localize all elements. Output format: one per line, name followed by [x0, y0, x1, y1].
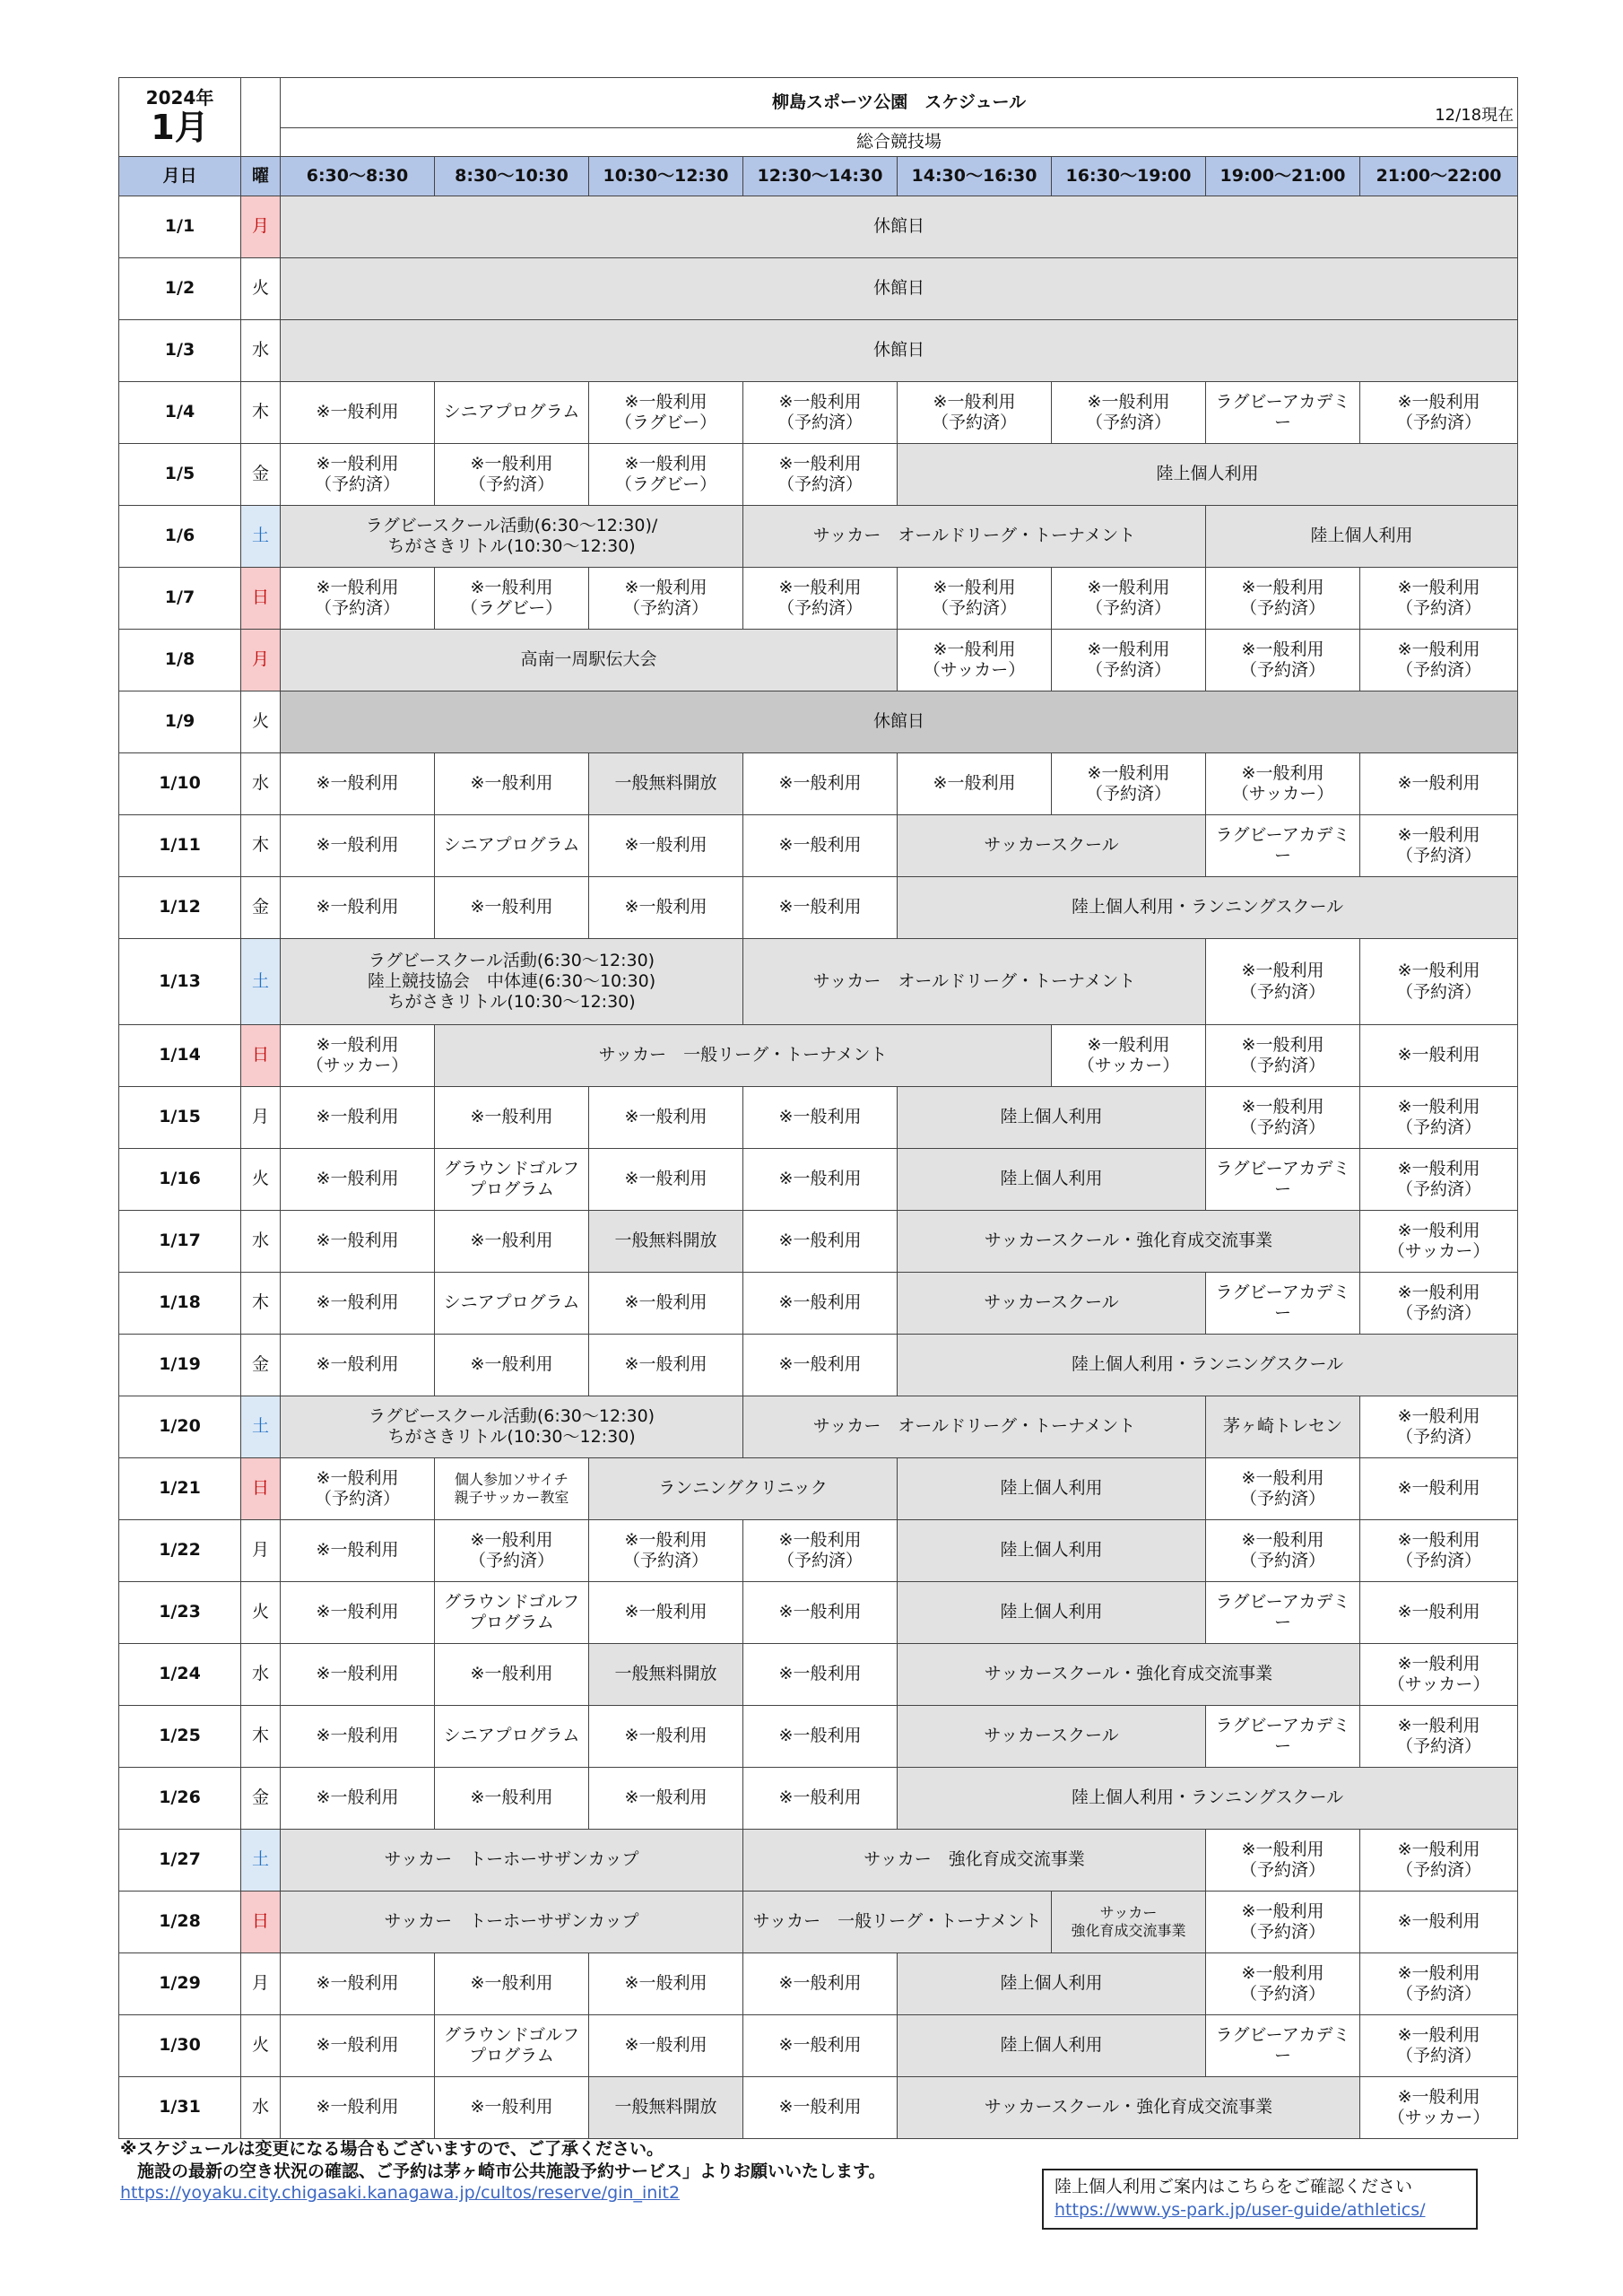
date-cell: 1/15	[119, 1087, 241, 1149]
date-cell: 1/29	[119, 1953, 241, 2015]
schedule-cell: ※一般利用 （予約済）	[435, 444, 589, 506]
schedule-row	[119, 1582, 1518, 1644]
date-cell: 1/4	[119, 382, 241, 444]
schedule-cell: ※一般利用	[1360, 1025, 1518, 1087]
schedule-cell: ※一般利用 （予約済）	[281, 444, 435, 506]
schedule-row	[119, 1768, 1518, 1830]
month-label: 1月	[151, 107, 209, 147]
schedule-cell: 陸上個人利用	[898, 1087, 1206, 1149]
schedule-cell: ※一般利用	[281, 1706, 435, 1768]
schedule-cell: ※一般利用	[743, 1706, 898, 1768]
schedule-cell: ※一般利用	[743, 877, 898, 939]
schedule-cell: サッカー オールドリーグ・トーナメント	[743, 1396, 1206, 1458]
schedule-cell: ※一般利用	[898, 753, 1052, 815]
schedule-cell: ※一般利用 （予約済）	[1360, 568, 1518, 630]
date-cell: 1/8	[119, 630, 241, 691]
schedule-cell: サッカースクール・強化育成交流事業	[898, 1211, 1360, 1273]
schedule-cell: ※一般利用	[281, 1087, 435, 1149]
schedule-cell: ※一般利用	[743, 1149, 898, 1211]
date-cell: 1/17	[119, 1211, 241, 1273]
schedule-cell: ※一般利用 （予約済）	[743, 444, 898, 506]
schedule-cell: ※一般利用 （予約済）	[1360, 630, 1518, 691]
schedule-cell: ※一般利用	[281, 1644, 435, 1706]
schedule-cell: ※一般利用 （予約済）	[743, 1520, 898, 1582]
schedule-cell: ※一般利用 （予約済）	[1360, 1520, 1518, 1582]
schedule-cell: サッカー オールドリーグ・トーナメント	[743, 506, 1206, 568]
schedule-cell: ※一般利用 （予約済）	[1206, 1953, 1360, 2015]
weekday-cell: 水	[241, 1211, 281, 1273]
schedule-cell: ※一般利用	[743, 1211, 898, 1273]
date-cell: 1/24	[119, 1644, 241, 1706]
schedule-cell: ※一般利用 （予約済）	[1052, 630, 1206, 691]
schedule-cell: シニアプログラム	[435, 1273, 589, 1335]
schedule-cell: サッカースクール	[898, 815, 1206, 877]
schedule-cell: サッカー オールドリーグ・トーナメント	[743, 939, 1206, 1025]
schedule-row	[119, 1892, 1518, 1953]
schedule-cell: ※一般利用 （予約済）	[1206, 630, 1360, 691]
schedule-cell: ※一般利用	[589, 1149, 743, 1211]
schedule-cell: グラウンドゴルフ プログラム	[435, 2015, 589, 2077]
date-cell: 1/19	[119, 1335, 241, 1396]
schedule-cell: ※一般利用 （予約済）	[1360, 1149, 1518, 1211]
schedule-cell: ※一般利用	[281, 877, 435, 939]
schedule-cell: ※一般利用	[281, 2077, 435, 2139]
weekday-cell: 日	[241, 568, 281, 630]
date-cell: 1/31	[119, 2077, 241, 2139]
column-header-dow: 曜	[241, 157, 281, 196]
schedule-cell: ※一般利用 （予約済）	[589, 1520, 743, 1582]
schedule-cell: ※一般利用 （予約済）	[1206, 1520, 1360, 1582]
title-cell	[281, 78, 1518, 128]
schedule-row	[119, 815, 1518, 877]
schedule-cell: ※一般利用	[435, 753, 589, 815]
athletics-info-box	[1042, 2169, 1478, 2230]
schedule-row	[119, 1211, 1518, 1273]
schedule-cell: ※一般利用 （予約済）	[1360, 1396, 1518, 1458]
schedule-cell: ※一般利用 （ラグビー）	[589, 382, 743, 444]
weekday-cell: 木	[241, 815, 281, 877]
schedule-cell: ※一般利用 （予約済）	[1360, 1953, 1518, 2015]
schedule-cell: ※一般利用 （ラグビー）	[589, 444, 743, 506]
schedule-cell: ラグビースクール活動(6:30～12:30)/ ちがさきリトル(10:30～12:30)	[281, 506, 743, 568]
schedule-cell: 陸上個人利用	[1206, 506, 1518, 568]
schedule-cell: ※一般利用	[589, 1335, 743, 1396]
schedule-cell: ※一般利用	[281, 382, 435, 444]
schedule-cell: ※一般利用 （予約済）	[1206, 939, 1360, 1025]
schedule-cell: 陸上個人利用・ランニングスクール	[898, 1335, 1518, 1396]
schedule-cell: 茅ヶ崎トレセン	[1206, 1396, 1360, 1458]
schedule-cell: ※一般利用	[743, 2077, 898, 2139]
schedule-row	[119, 1830, 1518, 1892]
schedule-cell: ※一般利用	[281, 1273, 435, 1335]
schedule-cell: 休館日	[281, 258, 1518, 320]
schedule-cell: ※一般利用 （予約済）	[1360, 1830, 1518, 1892]
schedule-cell: ※一般利用	[743, 1768, 898, 1830]
weekday-cell: 金	[241, 1768, 281, 1830]
schedule-cell: サッカー トーホーサザンカップ	[281, 1830, 743, 1892]
schedule-cell: ※一般利用	[589, 2015, 743, 2077]
header-spacer	[241, 78, 281, 157]
schedule-cell: ※一般利用	[281, 1582, 435, 1644]
column-header-date: 月日	[119, 157, 241, 196]
schedule-cell: ※一般利用	[1360, 1582, 1518, 1644]
schedule-row	[119, 258, 1518, 320]
schedule-cell: ※一般利用	[743, 1335, 898, 1396]
date-cell: 1/1	[119, 196, 241, 258]
weekday-cell: 木	[241, 382, 281, 444]
schedule-sheet	[118, 77, 1517, 2139]
schedule-cell: ※一般利用	[435, 1335, 589, 1396]
schedule-cell: ※一般利用	[743, 815, 898, 877]
weekday-cell: 水	[241, 320, 281, 382]
schedule-cell: ※一般利用 （サッカー）	[1360, 2077, 1518, 2139]
schedule-cell: ラグビーアカデミー	[1206, 1582, 1360, 1644]
schedule-row	[119, 1458, 1518, 1520]
reservation-note: 施設の最新の空き状況の確認、ご予約は茅ヶ崎市公共施設予約サービス」よりお願いいたします。	[120, 2161, 886, 2181]
date-cell: 1/11	[119, 815, 241, 877]
schedule-cell: 陸上個人利用	[898, 1520, 1206, 1582]
schedule-cell: ラグビーアカデミー	[1206, 1149, 1360, 1211]
schedule-row	[119, 1273, 1518, 1335]
weekday-cell: 火	[241, 1149, 281, 1211]
schedule-cell: ※一般利用 （サッカー）	[1360, 1644, 1518, 1706]
weekday-cell: 水	[241, 1644, 281, 1706]
schedule-cell: ※一般利用 （予約済）	[1206, 1830, 1360, 1892]
schedule-cell: サッカー 一般リーグ・トーナメント	[743, 1892, 1052, 1953]
schedule-cell: ※一般利用 （予約済）	[898, 382, 1052, 444]
schedule-cell: ※一般利用	[743, 1644, 898, 1706]
schedule-cell: 一般無料開放	[589, 2077, 743, 2139]
schedule-row	[119, 1335, 1518, 1396]
date-cell: 1/21	[119, 1458, 241, 1520]
schedule-cell: ※一般利用	[435, 1953, 589, 2015]
schedule-cell: ※一般利用 （予約済）	[1206, 1892, 1360, 1953]
weekday-cell: 月	[241, 1087, 281, 1149]
schedule-cell: ※一般利用	[589, 1273, 743, 1335]
date-cell: 1/6	[119, 506, 241, 568]
schedule-row	[119, 320, 1518, 382]
weekday-cell: 月	[241, 630, 281, 691]
schedule-cell: ※一般利用 （予約済）	[1206, 568, 1360, 630]
schedule-cell: ラグビーアカデミー	[1206, 1706, 1360, 1768]
schedule-cell: ※一般利用 （サッカー）	[281, 1025, 435, 1087]
column-header-row	[119, 157, 1518, 196]
schedule-cell: 個人参加ソサイチ 親子サッカー教室	[435, 1458, 589, 1520]
schedule-cell: 陸上個人利用	[898, 444, 1518, 506]
schedule-cell: ※一般利用	[435, 1768, 589, 1830]
schedule-cell: ※一般利用	[435, 2077, 589, 2139]
schedule-row	[119, 444, 1518, 506]
schedule-row	[119, 939, 1518, 1025]
schedule-cell: ※一般利用 （予約済）	[1360, 939, 1518, 1025]
schedule-cell: ※一般利用	[281, 753, 435, 815]
schedule-cell: ※一般利用 （予約済）	[1206, 1087, 1360, 1149]
schedule-row	[119, 1644, 1518, 1706]
schedule-cell: 陸上個人利用・ランニングスクール	[898, 877, 1518, 939]
schedule-row	[119, 2077, 1518, 2139]
date-cell: 1/22	[119, 1520, 241, 1582]
schedule-cell: サッカースクール	[898, 1706, 1206, 1768]
schedule-cell: ※一般利用 （ラグビー）	[435, 568, 589, 630]
schedule-row	[119, 196, 1518, 258]
schedule-cell: 休館日	[281, 196, 1518, 258]
schedule-row	[119, 382, 1518, 444]
schedule-row	[119, 1520, 1518, 1582]
schedule-cell: ※一般利用 （予約済）	[898, 568, 1052, 630]
schedule-cell: ※一般利用	[743, 1582, 898, 1644]
schedule-cell: ※一般利用	[435, 1087, 589, 1149]
date-cell: 1/30	[119, 2015, 241, 2077]
weekday-cell: 月	[241, 1953, 281, 2015]
column-header-slot: 19:00～21:00	[1206, 157, 1360, 196]
schedule-cell: シニアプログラム	[435, 1706, 589, 1768]
as-of-date: 12/18現在	[1435, 106, 1515, 126]
column-header-slot: 14:30～16:30	[898, 157, 1052, 196]
date-cell: 1/3	[119, 320, 241, 382]
schedule-cell: ※一般利用	[1360, 1458, 1518, 1520]
schedule-cell: ※一般利用	[435, 877, 589, 939]
athletics-info-text: 陸上個人利用ご案内はこちらをご確認ください	[1055, 2177, 1413, 2196]
schedule-cell: ※一般利用	[589, 1087, 743, 1149]
schedule-cell: ※一般利用	[281, 815, 435, 877]
weekday-cell: 木	[241, 1273, 281, 1335]
schedule-cell: ※一般利用	[435, 1644, 589, 1706]
date-cell: 1/14	[119, 1025, 241, 1087]
schedule-cell: 高南一周駅伝大会	[281, 630, 898, 691]
weekday-cell: 水	[241, 753, 281, 815]
schedule-cell: 一般無料開放	[589, 753, 743, 815]
column-header-slot: 16:30～19:00	[1052, 157, 1206, 196]
schedule-cell: シニアプログラム	[435, 815, 589, 877]
schedule-cell: ※一般利用 （予約済）	[1052, 382, 1206, 444]
schedule-row	[119, 1953, 1518, 2015]
weekday-cell: 火	[241, 691, 281, 753]
column-header-slot: 10:30～12:30	[589, 157, 743, 196]
year-label: 2024年	[145, 87, 214, 109]
schedule-cell: ※一般利用 （予約済）	[1360, 2015, 1518, 2077]
schedule-table	[118, 77, 1518, 2139]
schedule-cell: サッカースクール・強化育成交流事業	[898, 2077, 1360, 2139]
schedule-cell: サッカー 強化育成交流事業	[1052, 1892, 1206, 1953]
schedule-row	[119, 1396, 1518, 1458]
weekday-cell: 月	[241, 196, 281, 258]
schedule-cell: ※一般利用 （予約済）	[435, 1520, 589, 1582]
column-header-slot: 8:30～10:30	[435, 157, 589, 196]
schedule-cell: ※一般利用 （予約済）	[1052, 753, 1206, 815]
weekday-cell: 火	[241, 258, 281, 320]
column-header-slot: 12:30～14:30	[743, 157, 898, 196]
schedule-row	[119, 2015, 1518, 2077]
schedule-cell: シニアプログラム	[435, 382, 589, 444]
page-title: 柳島スポーツ公園 スケジュール	[772, 91, 1027, 112]
schedule-cell: ※一般利用	[589, 1706, 743, 1768]
date-cell: 1/20	[119, 1396, 241, 1458]
schedule-cell: サッカー 一般リーグ・トーナメント	[435, 1025, 1052, 1087]
schedule-cell: ※一般利用 （予約済）	[1206, 1025, 1360, 1087]
schedule-cell: ※一般利用	[589, 1768, 743, 1830]
schedule-cell: ※一般利用	[743, 753, 898, 815]
schedule-cell: ※一般利用 （サッカー）	[898, 630, 1052, 691]
date-cell: 1/9	[119, 691, 241, 753]
schedule-cell: 休館日	[281, 691, 1518, 753]
schedule-row	[119, 753, 1518, 815]
date-cell: 1/2	[119, 258, 241, 320]
schedule-cell: ラグビースクール活動(6:30～12:30) ちがさきリトル(10:30～12:30)	[281, 1396, 743, 1458]
schedule-cell: 陸上個人利用	[898, 1582, 1206, 1644]
schedule-cell: ※一般利用	[435, 1211, 589, 1273]
date-cell: 1/16	[119, 1149, 241, 1211]
weekday-cell: 日	[241, 1458, 281, 1520]
schedule-cell: ※一般利用	[589, 1953, 743, 2015]
schedule-cell: グラウンドゴルフ プログラム	[435, 1149, 589, 1211]
weekday-cell: 水	[241, 2077, 281, 2139]
schedule-cell: ※一般利用	[281, 1149, 435, 1211]
weekday-cell: 火	[241, 2015, 281, 2077]
schedule-cell: ラグビースクール活動(6:30～12:30) 陸上競技協会 中体連(6:30～10:30) ちがさきリトル(10:30～12:30)	[281, 939, 743, 1025]
weekday-cell: 月	[241, 1520, 281, 1582]
schedule-cell: 陸上個人利用	[898, 1953, 1206, 2015]
schedule-cell: ※一般利用	[743, 2015, 898, 2077]
schedule-cell: ※一般利用 （サッカー）	[1052, 1025, 1206, 1087]
schedule-cell: 陸上個人利用	[898, 1458, 1206, 1520]
schedule-cell: サッカースクール・強化育成交流事業	[898, 1644, 1360, 1706]
schedule-cell: ランニングクリニック	[589, 1458, 898, 1520]
schedule-row	[119, 1706, 1518, 1768]
column-header-slot: 21:00～22:00	[1360, 157, 1518, 196]
column-header-slot: 6:30～8:30	[281, 157, 435, 196]
schedule-row	[119, 691, 1518, 753]
schedule-change-note: ※スケジュールは変更になる場合もございますので、ご了承ください。	[120, 2139, 664, 2159]
schedule-cell: ※一般利用 （予約済）	[1360, 382, 1518, 444]
schedule-cell: ラグビーアカデミー	[1206, 815, 1360, 877]
schedule-cell: ※一般利用 （予約済）	[743, 568, 898, 630]
date-cell: 1/18	[119, 1273, 241, 1335]
athletics-link[interactable]: https://www.ys-park.jp/user-guide/athletics/	[1055, 2199, 1426, 2220]
schedule-row	[119, 877, 1518, 939]
date-cell: 1/26	[119, 1768, 241, 1830]
schedule-cell: 陸上個人利用	[898, 1149, 1206, 1211]
schedule-cell: グラウンドゴルフ プログラム	[435, 1582, 589, 1644]
schedule-cell: ※一般利用 （予約済）	[743, 382, 898, 444]
schedule-cell: ※一般利用	[589, 815, 743, 877]
date-cell: 1/7	[119, 568, 241, 630]
date-cell: 1/28	[119, 1892, 241, 1953]
schedule-cell: ※一般利用	[281, 1520, 435, 1582]
date-cell: 1/10	[119, 753, 241, 815]
schedule-cell: ※一般利用 （予約済）	[1052, 568, 1206, 630]
facility-name: 総合競技場	[281, 128, 1518, 157]
schedule-cell: 一般無料開放	[589, 1644, 743, 1706]
schedule-cell: ※一般利用 （予約済）	[589, 568, 743, 630]
date-cell: 1/12	[119, 877, 241, 939]
schedule-cell: ※一般利用	[281, 1768, 435, 1830]
schedule-row	[119, 568, 1518, 630]
schedule-cell: ※一般利用	[589, 877, 743, 939]
weekday-cell: 金	[241, 877, 281, 939]
weekday-cell: 土	[241, 506, 281, 568]
weekday-cell: 日	[241, 1025, 281, 1087]
schedule-cell: ラグビーアカデミー	[1206, 2015, 1360, 2077]
date-cell: 1/25	[119, 1706, 241, 1768]
schedule-cell: ※一般利用	[743, 1087, 898, 1149]
weekday-cell: 土	[241, 1396, 281, 1458]
schedule-row	[119, 1087, 1518, 1149]
schedule-cell: ※一般利用 （予約済）	[281, 568, 435, 630]
schedule-cell: ※一般利用	[1360, 753, 1518, 815]
schedule-cell: ラグビーアカデミー	[1206, 1273, 1360, 1335]
weekday-cell: 金	[241, 1335, 281, 1396]
schedule-cell: ※一般利用	[743, 1953, 898, 2015]
schedule-cell: サッカー 強化育成交流事業	[743, 1830, 1206, 1892]
weekday-cell: 金	[241, 444, 281, 506]
schedule-cell: ※一般利用	[589, 1582, 743, 1644]
schedule-cell: ※一般利用 （予約済）	[1206, 1458, 1360, 1520]
schedule-cell: ラグビーアカデミー	[1206, 382, 1360, 444]
schedule-cell: ※一般利用	[743, 1273, 898, 1335]
schedule-row	[119, 1149, 1518, 1211]
schedule-cell: ※一般利用	[281, 2015, 435, 2077]
schedule-cell: ※一般利用	[281, 1953, 435, 2015]
schedule-row	[119, 506, 1518, 568]
year-month-cell	[119, 78, 241, 157]
weekday-cell: 火	[241, 1582, 281, 1644]
schedule-cell: ※一般利用	[1360, 1892, 1518, 1953]
schedule-cell: ※一般利用 （サッカー）	[1360, 1211, 1518, 1273]
schedule-cell: 陸上個人利用	[898, 2015, 1206, 2077]
date-cell: 1/23	[119, 1582, 241, 1644]
schedule-cell: ※一般利用 （予約済）	[1360, 1273, 1518, 1335]
schedule-cell: ※一般利用	[281, 1211, 435, 1273]
weekday-cell: 日	[241, 1892, 281, 1953]
weekday-cell: 土	[241, 939, 281, 1025]
footer-notes	[120, 2138, 885, 2205]
date-cell: 1/5	[119, 444, 241, 506]
schedule-cell: サッカー トーホーサザンカップ	[281, 1892, 743, 1953]
date-cell: 1/13	[119, 939, 241, 1025]
schedule-row	[119, 630, 1518, 691]
weekday-cell: 土	[241, 1830, 281, 1892]
schedule-cell: ※一般利用 （予約済）	[1360, 815, 1518, 877]
schedule-row	[119, 1025, 1518, 1087]
schedule-cell: サッカースクール	[898, 1273, 1206, 1335]
schedule-cell: ※一般利用 （予約済）	[1360, 1706, 1518, 1768]
schedule-cell: ※一般利用 （サッカー）	[1206, 753, 1360, 815]
schedule-cell: 休館日	[281, 320, 1518, 382]
schedule-cell: 陸上個人利用・ランニングスクール	[898, 1768, 1518, 1830]
schedule-cell: ※一般利用 （予約済）	[281, 1458, 435, 1520]
schedule-cell: 一般無料開放	[589, 1211, 743, 1273]
schedule-cell: ※一般利用 （予約済）	[1360, 1087, 1518, 1149]
weekday-cell: 木	[241, 1706, 281, 1768]
date-cell: 1/27	[119, 1830, 241, 1892]
schedule-cell: ※一般利用	[281, 1335, 435, 1396]
reservation-link[interactable]: https://yoyaku.city.chigasaki.kanagawa.jp/cultos/reserve/gin_init2	[120, 2183, 681, 2204]
